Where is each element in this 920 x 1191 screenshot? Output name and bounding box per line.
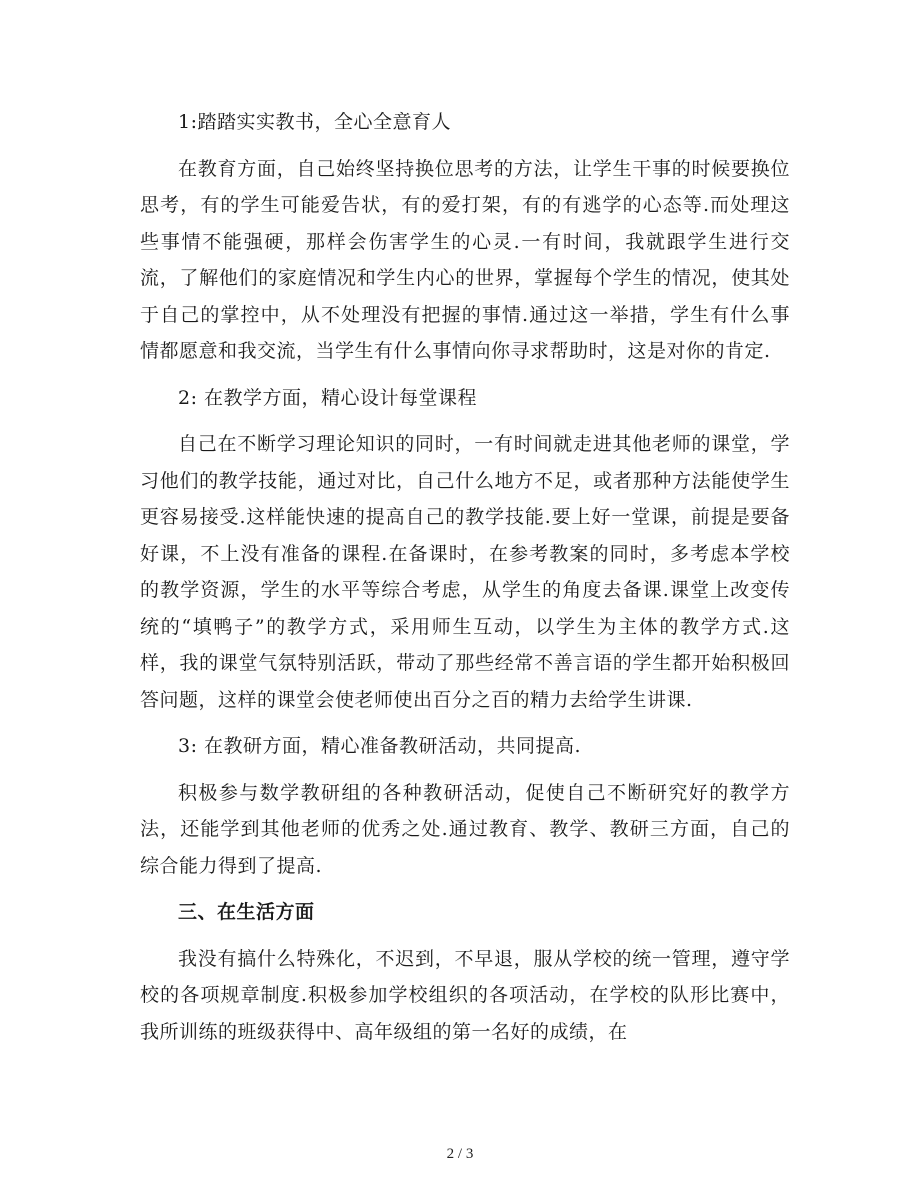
- document-page: [140, 104, 790, 1060]
- section-heading-4: 三、在生活方面: [178, 901, 315, 923]
- section-heading-2: 2: 在教学方面，精心设计每堂课程: [178, 386, 478, 409]
- section-paragraph-2: 自己在不断学习理论知识的同时，一有时间就走进其他老师的课堂，学习他们的教学技能，通过对比，自己什么地方不足，或者那种方法能使学生更容易接受.这样能快速的提高自己的教学技能.要上好一堂课，前提是要备好课，不上没有准备的课程.在备课时，在参考教案的同时，多考虑本学校的教学资源，学生的水平等综合考虑，从学生的角度去备课.课堂上改变传统的“填鸭子”的教学方式，采用师生互动，以学生为主体的教学方式.这样，我的课堂气氛特别活跃，带动了那些经常不善言语的学生都开始积极回答问题，这样的课堂会使老师使出百分之百的精力去给学生讲课.: [140, 433, 790, 711]
- section-heading-1: 1:踏踏实实教书，全心全意育人: [178, 111, 451, 133]
- section-heading-3: 3: 在教研方面，精心准备教研活动，共同提高.: [178, 735, 582, 757]
- section-paragraph-4: 我没有搞什么特殊化，不迟到，不早退，服从学校的统一管理，遵守学校的各项规章制度.积极参加学校组织的各项活动，在学校的队形比赛中，我所训练的班级获得中、高年级组的第一名好的成绩，在: [140, 947, 790, 1043]
- section-paragraph-3: 积极参与数学教研组的各种教研活动，促使自己不断研究好的教学方法，还能学到其他老师的优秀之处.通过教育、教学、教研三方面，自己的综合能力得到了提高.: [140, 781, 790, 877]
- section-paragraph-1: 在教育方面，自己始终坚持换位思考的方法，让学生干事的时候要换位思考，有的学生可能爱告状，有的爱打架，有的有逃学的心态等.而处理这些事情不能强硬，那样会伤害学生的心灵.一有时间，我就跟学生进行交流，了解他们的家庭情况和学生内心的世界，掌握每个学生的情况，使其处于自己的掌控中，从不处理没有把握的事情.通过这一举措，学生有什么事情都愿意和我交流，当学生有什么事情向你寻求帮助时，这是对你的肯定.: [140, 157, 790, 362]
- page-number: 2 / 3: [446, 1146, 474, 1162]
